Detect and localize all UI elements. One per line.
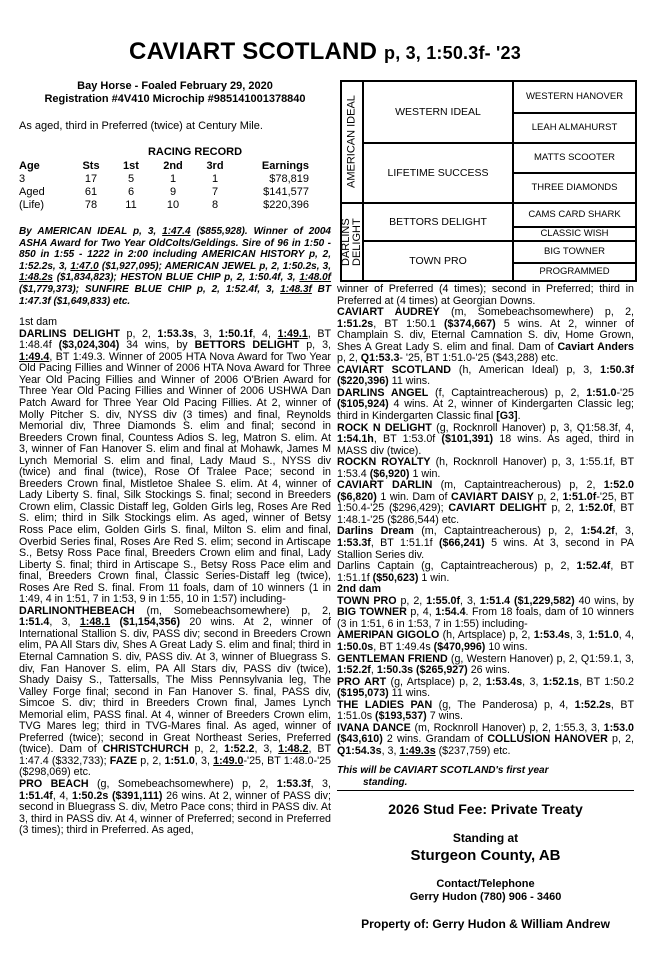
pedigree-sire-sire: WESTERN IDEAL: [363, 81, 513, 143]
table-row: [19, 186, 309, 199]
racing-record-title: RACING RECORD: [147, 146, 243, 158]
produce-entry: GENTLEMAN FRIEND (g, Western Hanover) p, 2, Q1:59.1, 3, 1:52.2f, 1:50.3s ($265,927) 26 wins.: [337, 652, 634, 677]
pedigree-ancestor: LEAH ALMAHURST: [513, 113, 636, 143]
table-cell: $78,819: [269, 173, 309, 185]
property-owners: Property of: Gerry Hudon & William Andrew: [361, 917, 610, 932]
registration-line: Registration #4V410 Microchip #985141001378840: [44, 93, 306, 105]
table-cell: 78: [84, 199, 98, 211]
table-cell: 61: [84, 186, 98, 198]
page-title: [0, 38, 650, 66]
column-header: Earnings: [261, 160, 309, 172]
table-cell: 1: [169, 173, 177, 185]
produce-entry: PRO BEACH (g, Somebeachsomewhere) p, 2, 1:53.3f, 3, 1:51.4f, 4, 1:50.2s ($391,111) 26 wins. At 2, winner of PASS div; second in Bluegrass S. div, Metro Pace cons; third in PASS div. At 3, third in PASS div. At 4, winner of Preferred; second in Preferred (3 times); third in Preferred. As aged,: [19, 778, 331, 837]
produce-entry: ROCK N DELIGHT (g, Rocknroll Hanover) p, 3, Q1:58.3f, 4, 1:54.1h, BT 1:53.0f ($101,391) 18 wins. As aged, third in MASS div (twice).: [337, 421, 634, 457]
produce-entry: CAVIART SCOTLAND (h, American Ideal) p, 3, 1:50.3f ($220,396) 11 wins.: [337, 363, 634, 388]
pedigree-ancestor: BIG TOWNER: [513, 241, 636, 263]
sire-text: ($1,779,373); SUNFIRE BLUE CHIP p, 2, 1:52.4f, 3,: [19, 283, 281, 295]
pedigree-sire: AMERICAN IDEAL: [341, 81, 363, 203]
pedigree-ancestor: PROGRAMMED: [513, 263, 636, 281]
produce-entry: CAVIART DARLIN (m, Captaintreacherous) p, 2, 1:52.0 ($6,820) 1 win. Dam of CAVIART DAISY p, 2, 1:51.0f-'25, BT 1:50.4-'25 ($296,429); CAVIART DELIGHT p, 2, 1:52.0f, BT 1:48.1-'25 ($286,544) etc.: [337, 479, 634, 526]
pedigree-ancestor: THREE DIAMONDS: [513, 173, 636, 203]
standing-label: Standing at: [452, 831, 519, 846]
produce-entry: PRO ART (g, Artsplace) p, 2, 1:53.4s, 3, 1:52.1s, BT 1:50.2 ($195,073) 11 wins.: [337, 675, 635, 700]
table-cell: 8: [211, 199, 219, 211]
sire-time: 1:47.4: [162, 226, 191, 237]
pedigree-dam-dam: TOWN PRO: [363, 241, 513, 281]
produce-entry: CAVIART AUDREY (m, Somebeachsomewhere) p, 2, 1:51.2s, BT 1:50.1 ($374,667) 5 wins. At 2, winner of Champlain S. div, Eternal Camnation S. div, Home Grown, Shes A Great Lady S. elim and final. Dam of Caviart Anders p, 2, Q1:53.3- '25, BT 1:51.0-'25 ($43,288) etc.: [337, 306, 634, 365]
produce-entry: THE LADIES PAN (g, The Panderosa) p, 4, 1:52.2s, BT 1:51.0s ($193,537) 7 wins.: [337, 698, 634, 723]
produce-entry: Darlins Dream (m, Captaintreacherous) p, 2, 1:54.2f, 3, 1:53.3f, BT 1:51.1f ($66,241) 5 wins. At 3, second in PA Stallion Series div.: [337, 525, 634, 561]
pedigree-ancestor: WESTERN HANOVER: [513, 81, 636, 113]
dam-entry: TOWN PRO p, 2, 1:55.0f, 3, 1:51.4 ($1,229,582) 40 wins, by BIG TOWNER p, 4, 1:54.4. From 18 foals, dam of 10 winners (3 in 1:51, 6 in 1:53, 7 in 1:55) including-: [337, 594, 634, 630]
sire-text: BT 1:47.3f ($1,649,833) etc.: [19, 283, 331, 307]
table-cell: $220,396: [263, 199, 309, 211]
sire-time: 1:48.0f: [299, 272, 331, 284]
produce-entry: DARLINONTHEBEACH (m, Somebeachsomewhere) p, 2, 1:51.4, 3, 1:48.1 ($1,154,356) 20 wins. At 2, winner of International Stallion S. div, PASS div; second in Breeders Crown elim, PA All Stars div, Shes A Great Lady S. elim and final; third in Eternal Camnation S. div, PASS div. At 3, winner of Bluegrass S. div, Fan Hanover S. elim, PA All Stars div, PASS div (twice), Shady Daisy S., Tattersalls, The Miss Pennsylvania leg, The Valley Forge final; second in Fan Hanover S. final, PASS div, Simcoe S. div; third in Breeders Crown final, James Lynch Memorial elim, PASS final. At 4, winner of Breeders Crown elim, TVG Mares leg; third in TVG-Mares final. As aged, winner of Preferred (twice); second in Great Northeast Series, Preferred (twice). Dam of CHRISTCHURCH p, 2, 1:52.2, 3, 1:48.2, BT 1:47.4 ($332,733); FAZE p, 2, 1:51.0, 3, 1:49.0-'25, BT 1:48.0-'25 ($298,069) etc.: [19, 604, 331, 779]
horse-record-summary: p, 3, 1:50.3f- '23: [384, 43, 521, 63]
column-header: 3rd: [206, 160, 224, 172]
horse-name: CAVIART SCOTLAND: [129, 38, 378, 65]
left-column: [19, 80, 331, 837]
produce-entry: AMERIPAN GIGOLO (h, Artsplace) p, 2, 1:53.4s, 3, 1:51.0, 4, 1:50.0s, BT 1:49.4s ($470,996) 10 wins.: [337, 629, 634, 653]
stud-fee: 2026 Stud Fee: Private Treaty: [388, 801, 583, 818]
column-header: 1st: [123, 160, 139, 172]
contact-phone: Gerry Hudon (780) 906 - 3460: [409, 891, 562, 904]
table-cell: Aged: [19, 186, 45, 198]
table-cell: 11: [125, 199, 137, 211]
sire-time: 1:48.3f: [280, 283, 312, 295]
racing-record: [19, 146, 331, 212]
sire-text: ($1,927,095); AMERICAN JEWEL p, 2, 1:50.2s, 3,: [98, 260, 331, 272]
table-cell: 5: [127, 173, 135, 185]
pedigree-ancestor: CAMS CARD SHARK: [513, 203, 636, 227]
racing-record-table: [19, 160, 309, 212]
divider: [337, 790, 634, 791]
column-header: Sts: [82, 160, 100, 172]
sire-text: ($1,834,823); HESTON BLUE CHIP p, 2, 1:50.4f, 3,: [52, 272, 300, 284]
sire-time: 1:47.0: [70, 260, 99, 272]
first-year-note: [337, 765, 634, 789]
table-cell: 3: [19, 173, 26, 185]
first-year-line: standing.: [363, 777, 408, 789]
foaling-info: [19, 80, 331, 106]
produce-entry: IVANA DANCE (m, Rocknroll Hanover) p, 2, 1:55.3, 3, 1:53.0 ($43,610) 2 wins. Grandam of COLLUSION HANOVER p, 2, Q1:54.3s, 3, 1:49.3s ($237,759) etc.: [337, 721, 634, 757]
produce-entry: ROCKN ROYALTY (h, Rocknroll Hanover) p, 3, 1:55.1f, BT 1:53.4 ($6,920) 1 win.: [337, 456, 634, 480]
table-row: [19, 173, 309, 186]
table-cell: 17: [84, 173, 98, 185]
first-dam-section: [19, 317, 331, 837]
section-heading: 2nd dam: [337, 583, 381, 596]
aged-note: As aged, third in Preferred (twice) at Century Mile.: [19, 120, 263, 132]
produce-continued: [337, 284, 634, 757]
column-header: 2nd: [163, 160, 183, 172]
dam-entry: DARLINS DELIGHT p, 2, 1:53.3s, 3, 1:50.1f, 4, 1:49.1, BT 1:48.4f ($3,024,304) 34 wins, by BETTORS DELIGHT p, 3, 1:49.4, BT 1:49.3. Winner of 2005 HTA Nova Award for Two Year Old Pacing Fillies and Winner of 2006 HTA Nova Award for Three Year Old Pacing Fillies and Winner of 2006 O'Brien Award for Three Year Old Pacing Fillies and Winner of 2006 USHWA Dan Patch Award for Three Year Old Pacing Fillies. At 2, winner of Molly Pitcher S. div, NYSS div (3 times) and final, Reynolds Memorial div, Three Diamonds S. elim and final; second in Breeders Crown final, Countess Adios S. leg, Matron S. elim. At 3, winner of Fan Hanover S. elim and final at Mohawk, James M Lynch Memorial S. elim and final, Lady Maud S., NYSS div (twice) and final (twice), Rose Of Tralee Pace; second in Breeders Crown final, Mistletoe Shalee S. elim. At 4, winner of Lady Liberty S. final, Silk Stockings S. final; second in Breeders Crown elim, Classic Distaff leg, Golden Girls leg, Roses Are Red S. elim; third in Silk Stockings elim. As aged, winner of Betsy Ross Pace elim, Golden Girls S. final, Milton S. elim and final, Overbid Series final, Roses Are Red S. elim; second in Artiscape S., Betsy Ross Pace final, Breeders Crown elim and final, Lady Liberty S. final; third in Artiscape S., Betsy Ross Pace elim and final, Breeders Crown final, Classic Series-Distaff leg (twice), Roses Are Red S. final. From 11 foals, dam of 10 winners (1 in 1:49, 4 in 1:51, 7 in 1:53, 9 in 1:55, 10 in 1:57) including-: [19, 327, 332, 606]
table-cell: 9: [169, 186, 177, 198]
pedigree-chart: [340, 80, 637, 282]
pedigree-dam-sire: BETTORS DELIGHT: [363, 203, 513, 241]
column-header: Age: [19, 160, 40, 172]
pedigree-dam: DARLINS DELIGHT: [341, 203, 363, 281]
pedigree-ancestor: MATTS SCOOTER: [513, 143, 636, 173]
foaled-line: Bay Horse - Foaled February 29, 2020: [77, 80, 273, 92]
sire-text: By AMERICAN IDEAL p, 3,: [19, 226, 163, 237]
table-cell: 1: [211, 173, 219, 185]
sire-text: ($855,928). Winner of 2004 ASHA Award for Two Year OldColts/Geldings. Sire of 96 in 1:50 - 850 in 1:55 - 1222 in 2:00 including AMERICAN HISTORY p, 2, 1:52.2s, 3,: [19, 226, 331, 272]
table-row: [19, 199, 309, 212]
contact-label: Contact/Telephone: [436, 878, 535, 891]
standing-location: Sturgeon County, AB: [410, 847, 561, 865]
table-cell: $141,577: [263, 186, 309, 198]
right-column: [337, 80, 634, 931]
pedigree-ancestor: CLASSIC WISH: [513, 227, 636, 241]
sire-summary: [19, 226, 331, 307]
table-header-row: [19, 160, 309, 173]
table-cell: 10: [166, 199, 180, 211]
pedigree-sire-dam: LIFETIME SUCCESS: [363, 143, 513, 203]
table-cell: 6: [127, 186, 135, 198]
table-cell: (Life): [19, 199, 45, 211]
produce-entry: Darlins Captain (g, Captaintreacherous) p, 2, 1:52.4f, BT 1:51.1f ($50,623) 1 win.: [337, 560, 634, 584]
produce-entry-continued: winner of Preferred (4 times); second in Preferred; third in Preferred at (4 times) at Georgian Downs.: [337, 283, 634, 307]
produce-entry: DARLINS ANGEL (f, Captaintreacherous) p, 2, 1:51.0-'25 ($105,924) 4 wins. At 2, winner of Kindergarten Classic leg; third in Kindergarten Classic final [G3].: [337, 386, 634, 423]
section-heading: 1st dam: [19, 316, 58, 329]
first-year-line: This will be CAVIART SCOTLAND's first year: [337, 765, 549, 777]
table-cell: 7: [211, 186, 219, 198]
sire-time: 1:48.2s: [19, 272, 53, 284]
